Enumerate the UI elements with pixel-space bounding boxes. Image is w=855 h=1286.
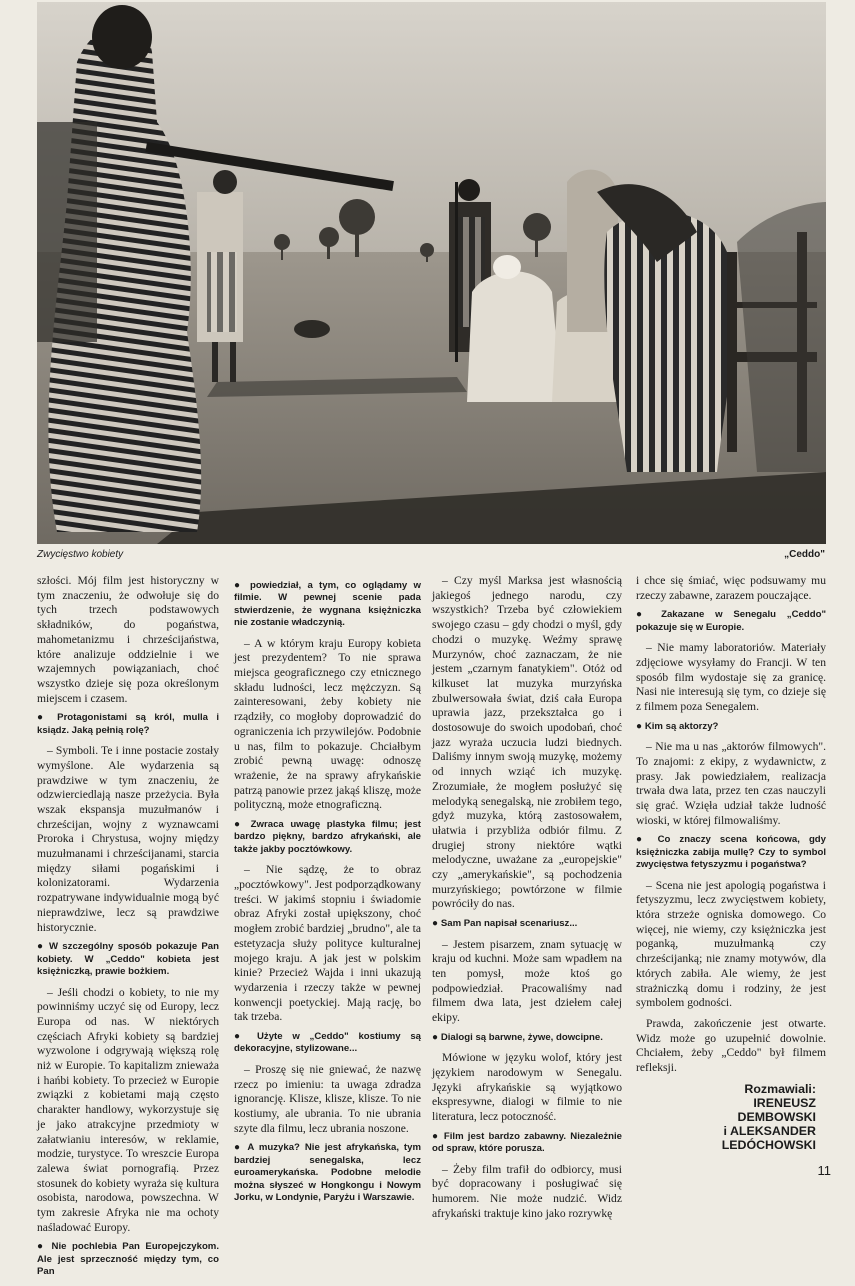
- interview-answer: – Symboli. Te i inne postacie zostały wymyślone. Ale wydarzenia są prawdziwe w tym znaczeniu, że odzwierciedlają nasze przeżycia. Była wszak ekspansja muzułmanów i chrześcijan, wojny z wyznawcami Proroka i Chrystusa, wojny między muzułmanami i chrześcijanami, starcia między siłami pogańskimi i kolonizatorami. Wydarzenia rozpatrywane indywidualnie mogą być nieprawdziwe, lecz są prawdziwe historycznie.: [37, 744, 219, 934]
- film-title-label: „Ceddo": [784, 549, 825, 560]
- interview-question: ● Co znaczy scena końcowa, gdy księżniczka zabija mullę? Czy to symbol zwycięstwa fetyszyzmu i pogaństwa?: [636, 834, 826, 871]
- photo-caption: Zwycięstwo kobiety: [37, 549, 124, 560]
- interview-question: ● A muzyka? Nie jest afrykańska, tym bardziej senegalska, lecz euroamerykańska. Podobne melodie można słyszeć w Hongkongu i Nowym Jorku, w Londynie, Paryżu i Warszawie.: [234, 1142, 421, 1204]
- interview-answer: – Jeśli chodzi o kobiety, to nie my powinniśmy uczyć się od Europy, lecz Europa od nas. W niektórych częściach Afryki kobiety są bardziej wyzwolone i odgrywają większą rolę niż w Europie. To kapitalizm znieważa i hańbi kobiety. To przecież w Europie związki z kobietami mają często charakter handlowy, wykorzystuje się je jako atrakcyjne przedmioty w załatwianiu interesów, w reklamie, modzie, turystyce. To wreszcie Europa zalewa świat pornografią. Przez stosunek do kobiety wyraża się kultura osobista, narodowa, powszechna. W tym zakresie Afryka nie ma ochoty naśladować Europy.: [37, 985, 219, 1234]
- interview-answer: – Scena nie jest apologią pogaństwa i fetyszyzmu, lecz zwycięstwem kobiety, która strzeże ogniska domowego. Co więcej, nie wiemy, czy księżniczka jest poganką, muzułmanką czy chrześcijanką; nie znamy motywów, dla których zabiła. Ale wiemy, że jest strażniczką domu i rodziny, że jest symbolem godności.: [636, 878, 826, 1010]
- interview-question: ● Zwraca uwagę plastyka filmu; jest bardzo piękny, bardzo afrykański, ale także jakby pocztówkowy.: [234, 819, 421, 856]
- film-still-illustration: [37, 2, 826, 544]
- text-column-2: [234, 574, 421, 1211]
- interview-question: ● W szczególny sposób pokazuje Pan kobiety. W „Ceddo" kobieta jest księżniczką, prawie bożkiem.: [37, 941, 219, 978]
- interview-question: ● Film jest bardzo zabawny. Niezależnie od spraw, które porusza.: [432, 1131, 622, 1156]
- interview-question: ● Kim są aktorzy?: [636, 721, 826, 733]
- credit-line: LEDÓCHOWSKI: [721, 1138, 816, 1152]
- interview-question: ● Sam Pan napisał scenariusz...: [432, 918, 622, 930]
- interview-answer: i chce się śmiać, więc podsuwamy mu rzeczy zabawne, zarazem pouczające.: [636, 574, 826, 602]
- interview-answer: – A w którym kraju Europy kobieta jest prezydentem? To nie sprawa miejsca geograficznego czy etnicznego składu ludności, lecz mężczyzn. Są zainteresowani, żeby kobiety nie rządziły, co mogłoby doprowadzić do ograniczenia ich przywilejów. Podobnie u nas, film to pokazuje. Chciałbym zrobić pewną uwagę: odnoszę wrażenie, że na sprawy afrykańskie patrzą panowie przez jakąś kliszę, może polityczną, może etnograficzną.: [234, 636, 421, 812]
- interview-answer: – Nie sądzę, że to obraz „pocztówkowy". Jest podporządkowany treści. W jakimś stopniu i świadomie obraz Afryki został upiększony, choć mogłem zrobić bardziej „brudno", ale ta estetyzacja służy polityce kulturalnej mojego kraju. A jak jest w polskim kinie? Przecież Wajda i inni ukazują wydarzenia i rzeczy także w pewnej konwencji poetyckiej. Mają rację, bo tak trzeba.: [234, 863, 421, 1024]
- page-number: 11: [817, 1163, 831, 1178]
- interview-answer: – Nie mamy laboratoriów. Materiały zdjęciowe wysyłamy do Francji. W ten sposób film wydostaje się za granicę. Nasi nie interesują się tym, co dzieje się z filmem poza Senegalem.: [636, 641, 826, 714]
- text-column-3: [432, 574, 622, 1227]
- interview-question: ● Dialogi są barwne, żywe, dowcipne.: [432, 1032, 622, 1044]
- interview-question: ● Zakazane w Senegalu „Ceddo" pokazuje się w Europie.: [636, 609, 826, 634]
- interview-answer: Mówione w języku wolof, który jest językiem narodowym w Senegalu. Języki afrykańskie są wyjątkowo ekspresywne, dialogi w filmie to nie literatura, lecz potoczność.: [432, 1051, 622, 1124]
- film-still-photo: [37, 2, 826, 544]
- interview-question: ● Protagonistami są król, mulla i ksiądz. Jaką pełnią rolę?: [37, 712, 219, 737]
- credit-line: Rozmawiali:: [744, 1082, 816, 1096]
- credit-line: i ALEKSANDER: [723, 1124, 816, 1138]
- interview-answer: – Nie ma u nas „aktorów filmowych". To znajomi: z ekipy, z wydawnictw, z prasy. Jak powiedziałem, realizacja trwała dwa lata, przez ten czas nauczyli się grać. Wzięła udział także ludność wioski, w której filmowaliśmy.: [636, 740, 826, 827]
- interview-answer: – Żeby film trafił do odbiorcy, musi być dopracowany i posługiwać się humorem. Nie może nudzić. Widz afrykański traktuje kino jako rozrywkę: [432, 1162, 622, 1220]
- interview-answer: – Czy myśl Marksa jest własnością jakiegoś jednego narodu, czy wszystkich? Trzeba być człowiekiem swojego czasu – gdy chodzi o myśl, gdy chodzi o muzykę. Weźmy sprawę Murzynów, choć zaznaczam, że nie jestem „czarnym fanatykiem". Otóż od kilkuset lat muzyka murzyńska zbulwersowała świat, dziś cała Europa uprawia jazz, przekształca go i dostosowuje do swoich upodobań, choć jazz wyraża uczucia ludzi biednych. Daliśmy innym swoją muzykę, możemy od innych wziąć ich muzykę. Zrozumiałe, że mogłem posłużyć się melodyką senegalską, nie zrobiłem tego, gdyż muzyka, którą zastosowałem, ułatwia i przybliża odbiór filmu. Z drugiej strony niektóre wątki melodyczne, uważane za „europejskie" czy „amerykańskie", są pochodzenia murzyńskiego; powtórzone w filmie powróciły do nas.: [432, 574, 622, 911]
- interview-answer: – Jestem pisarzem, znam sytuację w kraju od kuchni. Może sam wpadłem na ten pomysł, może ktoś go podpowiedział. Pracowaliśmy nad filmem dwa lata, jest dziełem całej ekipy.: [432, 937, 622, 1025]
- credit-line: DEMBOWSKI: [737, 1110, 816, 1124]
- interview-answer: – Proszę się nie gniewać, że nazwę rzecz po imieniu: ta uwaga zdradza ignorancję. Klisze, klisze, klisze. To nie kostiumy, ale ubrania. To nie ubrania szyte dla filmu, lecz ubrania noszone.: [234, 1062, 421, 1135]
- interview-question: ● Użyte w „Ceddo" kostiumy są dekoracyjne, stylizowane...: [234, 1031, 421, 1056]
- interview-answer: szłości. Mój film jest historyczny w tym znaczeniu, że odwołuje się do tych trzech podstawowych składników, do pogaństwa, mahometanizmu i chrześcijaństwa, które analizuje oddzielnie i we wzajemnych powiązaniach, choć wszystko dzieje się poza określonym miejscem i czasem.: [37, 574, 219, 705]
- text-column-1: [37, 574, 219, 1286]
- interview-answer: Prawda, zakończenie jest otwarte. Widz może go uzupełnić dowolnie. Chciałem, żeby „Ceddo" był filmem refleksji.: [636, 1016, 826, 1075]
- credit-line: IRENEUSZ: [753, 1096, 816, 1110]
- interview-question: ● Nie pochlebia Pan Europejczykom. Ale jest sprzeczność między tym, co Pan: [37, 1241, 219, 1278]
- interview-question: ● powiedział, a tym, co oglądamy w filmie. W pewnej scenie pada stwierdzenie, że wygnana księżniczka nie zostanie władczynią.: [234, 580, 421, 630]
- text-column-4: [636, 574, 826, 1082]
- interviewers-credit: [650, 1082, 816, 1152]
